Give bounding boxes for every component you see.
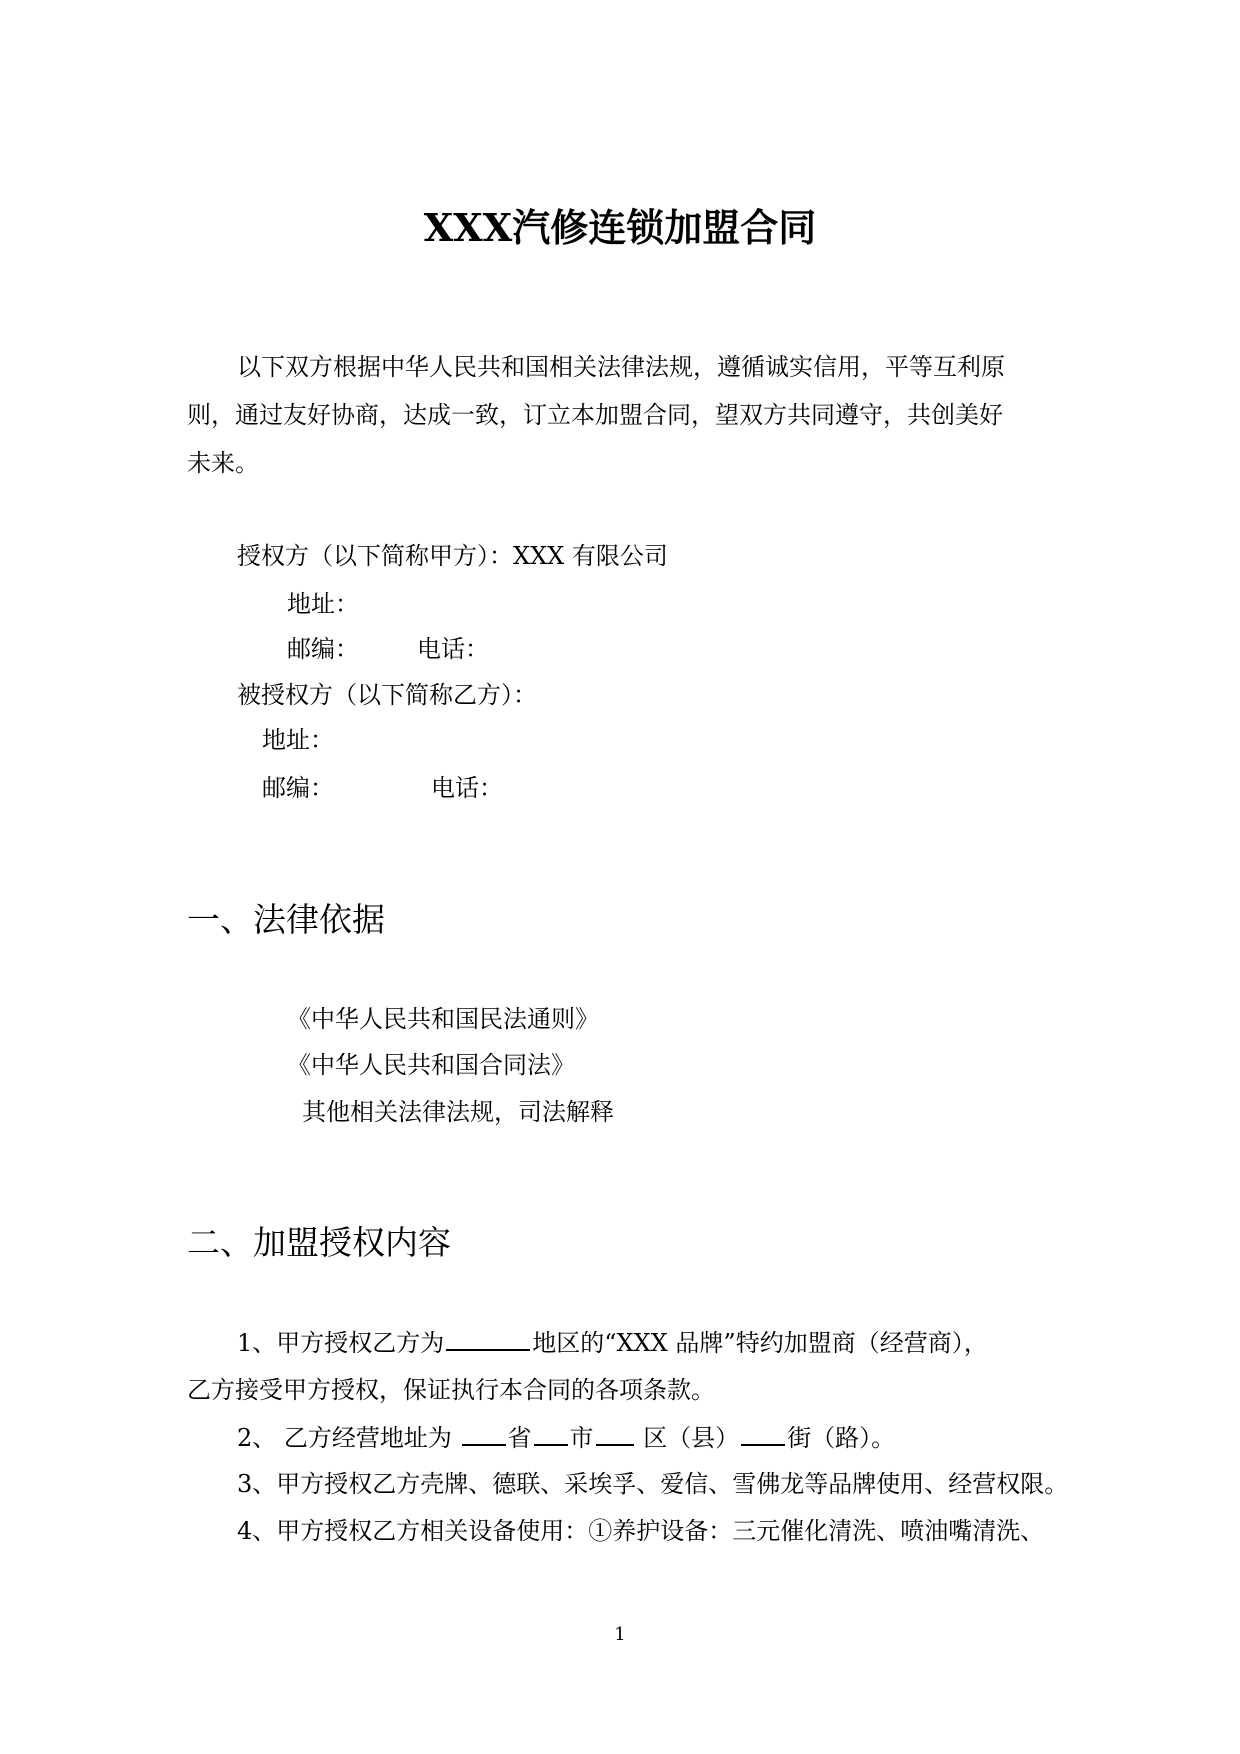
section-2-item-1-line-2: 乙方接受甲方授权，保证执行本合同的各项条款。 [187,1376,715,1404]
item-2-street: 街（路）。 [787,1424,896,1452]
section-2-item-1-line-1 [237,1327,988,1358]
party-b-label: 被授权方（以下简称乙方）： [237,681,537,709]
street-blank [741,1422,785,1446]
intro-line-3: 未来。 [187,449,259,477]
party-a-phone: 电话： [417,635,489,663]
item-2-city: 市 [569,1424,594,1452]
section-1-item-3: 其他相关法律法规，司法解释 [302,1098,614,1126]
party-a-address: 地址： [287,590,359,618]
item-2-district: 区（县） [643,1424,740,1452]
item-2-prefix: 2、 乙方经营地址为 [237,1424,452,1452]
intro-line-1: 以下双方根据中华人民共和国相关法律法规，遵循诚实信用，平等互利原 [237,353,1005,381]
item-2-province: 省 [507,1424,532,1452]
city-blank [534,1422,568,1446]
section-1-item-1: 《中华人民共和国民法通则》 [287,1005,599,1033]
party-b-address: 地址： [262,726,334,754]
section-1-heading: 一、法律依据 [187,900,385,939]
document-title: XXX汽修连锁加盟合同 [423,205,817,250]
party-b-phone: 电话： [431,774,503,802]
party-a-colon: ： [489,542,513,570]
section-2-item-2 [237,1422,895,1453]
section-2-item-4: 4、甲方授权乙方相关设备使用：①养护设备：三元催化清洗、喷油嘴清洗、 [237,1517,1045,1545]
party-a-line [237,541,668,571]
party-a-name: XXX 有限公司 [513,542,668,570]
party-a-postcode: 邮编： [287,635,359,663]
region-blank [446,1327,530,1351]
section-2-item-3: 3、甲方授权乙方壳牌、德联、采埃孚、爱信、雪佛龙等品牌使用、经营权限。 [237,1470,1069,1498]
intro-line-2: 则，通过友好协商，达成一致，订立本加盟合同，望双方共同遵守，共创美好 [187,401,1003,429]
section-1-item-2: 《中华人民共和国合同法》 [287,1051,575,1079]
district-blank [596,1422,634,1446]
party-b-postcode: 邮编： [262,774,334,802]
page-number: 1 [614,1624,626,1645]
province-blank [462,1422,506,1446]
item-1-text-b: 地区的“XXX 品牌”特约加盟商（经营商）， [532,1329,988,1357]
party-a-label: 授权方（以下简称甲方） [237,542,489,570]
item-1-text-a: 1、甲方授权乙方为 [237,1329,445,1357]
section-2-heading: 二、加盟授权内容 [187,1223,451,1262]
